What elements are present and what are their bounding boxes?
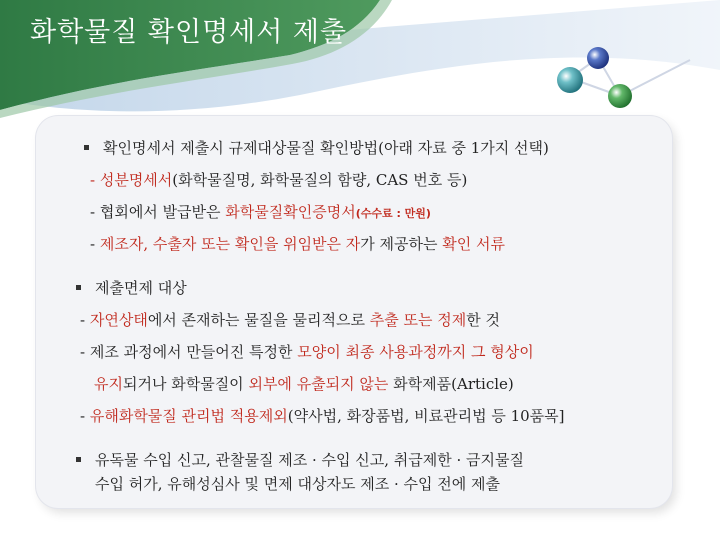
bullet-item-confirmation-method bbox=[84, 138, 549, 158]
teal-molecule-icon bbox=[557, 67, 583, 93]
sub-item-text: 되거나 화학물질이 bbox=[122, 375, 249, 393]
fee-note: (수수료 : 만원) bbox=[355, 207, 431, 220]
bullet-icon bbox=[84, 145, 89, 150]
highlight-text: 자연상태 bbox=[89, 311, 148, 329]
highlight-text: 화학물질확인증명서 bbox=[225, 203, 356, 221]
sub-item-excluded-laws bbox=[80, 406, 565, 426]
sub-item-text: 한 것 bbox=[466, 311, 500, 329]
sub-item-article bbox=[80, 342, 534, 362]
sub-item-text: - bbox=[90, 235, 100, 253]
sub-item-text: (약사법, 화장품법, 비료관리법 등 10품목] bbox=[287, 407, 565, 425]
bullet-item-exemption bbox=[76, 278, 187, 298]
highlight-text: 유해화학물질 관리법 적용제외 bbox=[89, 407, 288, 425]
sub-item-text: 가 제공하는 bbox=[360, 235, 443, 253]
highlight-text: 추출 또는 정제 bbox=[369, 311, 467, 329]
bullet-item-import-notice bbox=[76, 450, 524, 470]
sub-item-text: - bbox=[80, 407, 90, 425]
highlight-text: 모양이 최종 사용과정까지 그 형상이 bbox=[297, 343, 534, 361]
bullet-label: 제출면제 대상 bbox=[95, 279, 187, 297]
bullet-label: 수입 허가, 유해성심사 및 면제 대상자도 제조 · 수입 전에 제출 bbox=[95, 475, 500, 493]
sub-item-certificate bbox=[90, 202, 431, 224]
blue-molecule-icon bbox=[587, 47, 609, 69]
highlight-text: 유지 bbox=[94, 375, 123, 393]
highlight-text: 확인 서류 bbox=[442, 235, 506, 253]
green-molecule-icon bbox=[608, 84, 632, 108]
sub-item-text: - bbox=[80, 311, 90, 329]
sub-item-natural-state bbox=[80, 310, 500, 330]
sub-item-text: (화학물질명, 화학물질의 함량, CAS 번호 등) bbox=[172, 171, 468, 189]
sub-item-article-continued bbox=[94, 374, 514, 394]
bullet-item-import-notice-continued bbox=[95, 474, 500, 494]
bullet-icon bbox=[76, 457, 81, 462]
bullet-label: 확인명세서 제출시 규제대상물질 확인방법(아래 자료 중 1가지 선택) bbox=[103, 139, 549, 157]
page-title: 화학물질 확인명세서 제출 bbox=[30, 17, 348, 48]
bullet-icon bbox=[76, 285, 81, 290]
sub-item-text: - 제조 과정에서 만들어진 특정한 bbox=[80, 343, 298, 361]
sub-item-manufacturer-docs bbox=[90, 234, 505, 254]
highlight-text: 제조자, 수출자 또는 확인을 위임받은 자 bbox=[99, 235, 361, 253]
bullet-label: 유독물 수입 신고, 관찰물질 제조 · 수입 신고, 취급제한 · 금지물질 bbox=[95, 451, 525, 469]
sub-item-ingredient-spec bbox=[90, 170, 467, 190]
highlight-text: 외부에 유출되지 않는 bbox=[248, 375, 389, 393]
sub-item-text: - 협회에서 발급받은 bbox=[90, 203, 226, 221]
highlight-text: - 성분명세서 bbox=[90, 171, 173, 189]
sub-item-text: 화학제품(Article) bbox=[388, 375, 514, 393]
sub-item-text: 에서 존재하는 물질을 물리적으로 bbox=[147, 311, 370, 329]
